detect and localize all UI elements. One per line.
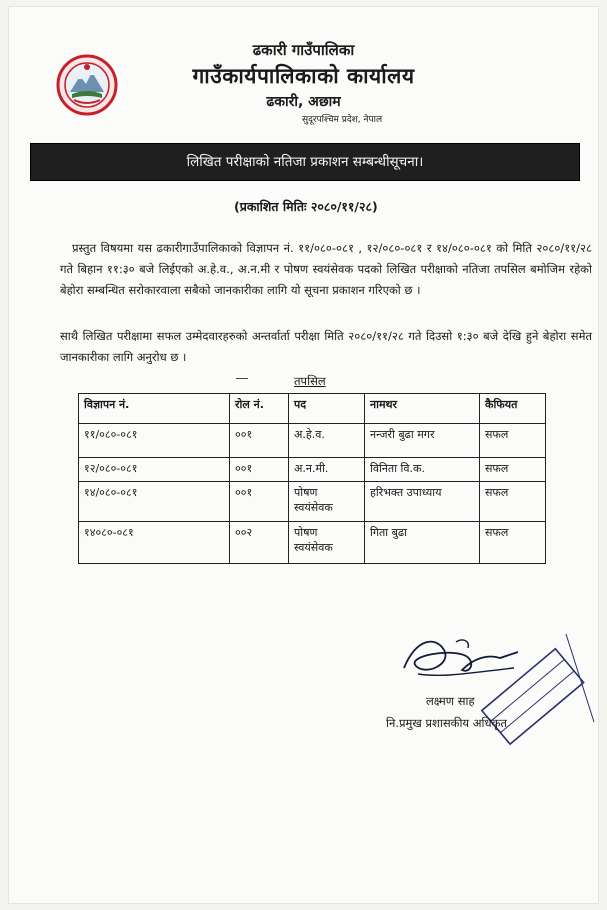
table-cell: ००१ bbox=[230, 458, 289, 482]
table-row bbox=[79, 424, 546, 458]
notice-paragraph-1: प्रस्तुत विषयमा यस ढकारीगाउँपालिकाको विज्ञापन नं. ११/०८०-०८१ , १२/०८०-०८१ र १४/०८०-०८१ को मिति २०८०/११/२८ गते बिहान ११:३० बजे लिईएको अ.हे.व., अ.न.मी र पोषण स्वयंसेवक पदको लिखित परीक्षाको नतिजा तपसिल बमोजिम रहेको बेहोरा सम्बन्धित सरोकारवाला सबैको जानकारीका लागि यो सूचना प्रकाशन गरिएको छ । bbox=[60, 241, 592, 297]
table-cell: ११/०८०-०८१ bbox=[79, 424, 230, 458]
table-cell: गिता बुढा bbox=[365, 522, 480, 564]
table-cell: विनिता वि.क. bbox=[365, 458, 480, 482]
table-cell: ००१ bbox=[230, 482, 289, 522]
notice-page bbox=[8, 6, 599, 904]
table-header-row bbox=[79, 394, 546, 424]
published-date: (प्रकाशित मितिः २०८०/११/२८) bbox=[234, 199, 378, 214]
table-cell: सफल bbox=[480, 522, 546, 564]
municipality-name: ढकारी गाउँपालिका bbox=[252, 41, 355, 59]
column-header: पद bbox=[289, 394, 365, 424]
table-cell: पोषण स्वयंसेवक bbox=[289, 482, 365, 522]
table-cell: पोषण स्वयंसेवक bbox=[289, 522, 365, 564]
table-cell: ००१ bbox=[230, 424, 289, 458]
column-header: नामथर bbox=[365, 394, 480, 424]
office-location: ढकारी, अछाम bbox=[266, 94, 341, 110]
signatory-title: नि.प्रमुख प्रशासकीय अधिकृत bbox=[386, 716, 507, 730]
table-cell: सफल bbox=[480, 482, 546, 522]
notice-title: लिखित परीक्षाको नतिजा प्रकाशन सम्बन्धीसूचना। bbox=[186, 154, 424, 170]
notice-title-banner bbox=[30, 143, 580, 181]
column-header: विज्ञापन नं. bbox=[79, 394, 230, 424]
column-header: रोल नं. bbox=[230, 394, 289, 424]
official-stamp bbox=[466, 628, 601, 758]
table-row bbox=[79, 482, 546, 522]
table-title: तपसिल bbox=[294, 374, 326, 388]
table-cell: अ.हे.व. bbox=[289, 424, 365, 458]
signatory-name: लक्ष्मण साह bbox=[426, 694, 475, 708]
table-cell: नन्जरी बुढा मगर bbox=[365, 424, 480, 458]
table-cell: सफल bbox=[480, 458, 546, 482]
table-row bbox=[79, 522, 546, 564]
office-name: गाउँकार्यपालिकाको कार्यालय bbox=[192, 64, 415, 88]
results-table bbox=[78, 393, 546, 564]
divider bbox=[236, 378, 248, 379]
table-cell: सफल bbox=[480, 424, 546, 458]
table-cell: ००२ bbox=[230, 522, 289, 564]
table-cell: १२/०८०-०८१ bbox=[79, 458, 230, 482]
table-cell: १४०८०-०८१ bbox=[79, 522, 230, 564]
notice-paragraph-2: साथै लिखित परीक्षामा सफल उम्मेदवारहरुको अन्तर्वार्ता परीक्षा मिति २०८०/११/२८ गते दिउसो १:३० बजे देखि हुने बेहोरा समेत जानकारीका लागि अनुरोध छ । bbox=[60, 329, 592, 364]
table-cell: हरिभक्त उपाध्याय bbox=[365, 482, 480, 522]
column-header: कैफियत bbox=[480, 394, 546, 424]
table-cell: १४/०८०-०८१ bbox=[79, 482, 230, 522]
table-cell: अ.न.मी. bbox=[289, 458, 365, 482]
table-row bbox=[79, 458, 546, 482]
province-name: सुदूरपश्चिम प्रदेश, नेपाल bbox=[302, 115, 383, 125]
